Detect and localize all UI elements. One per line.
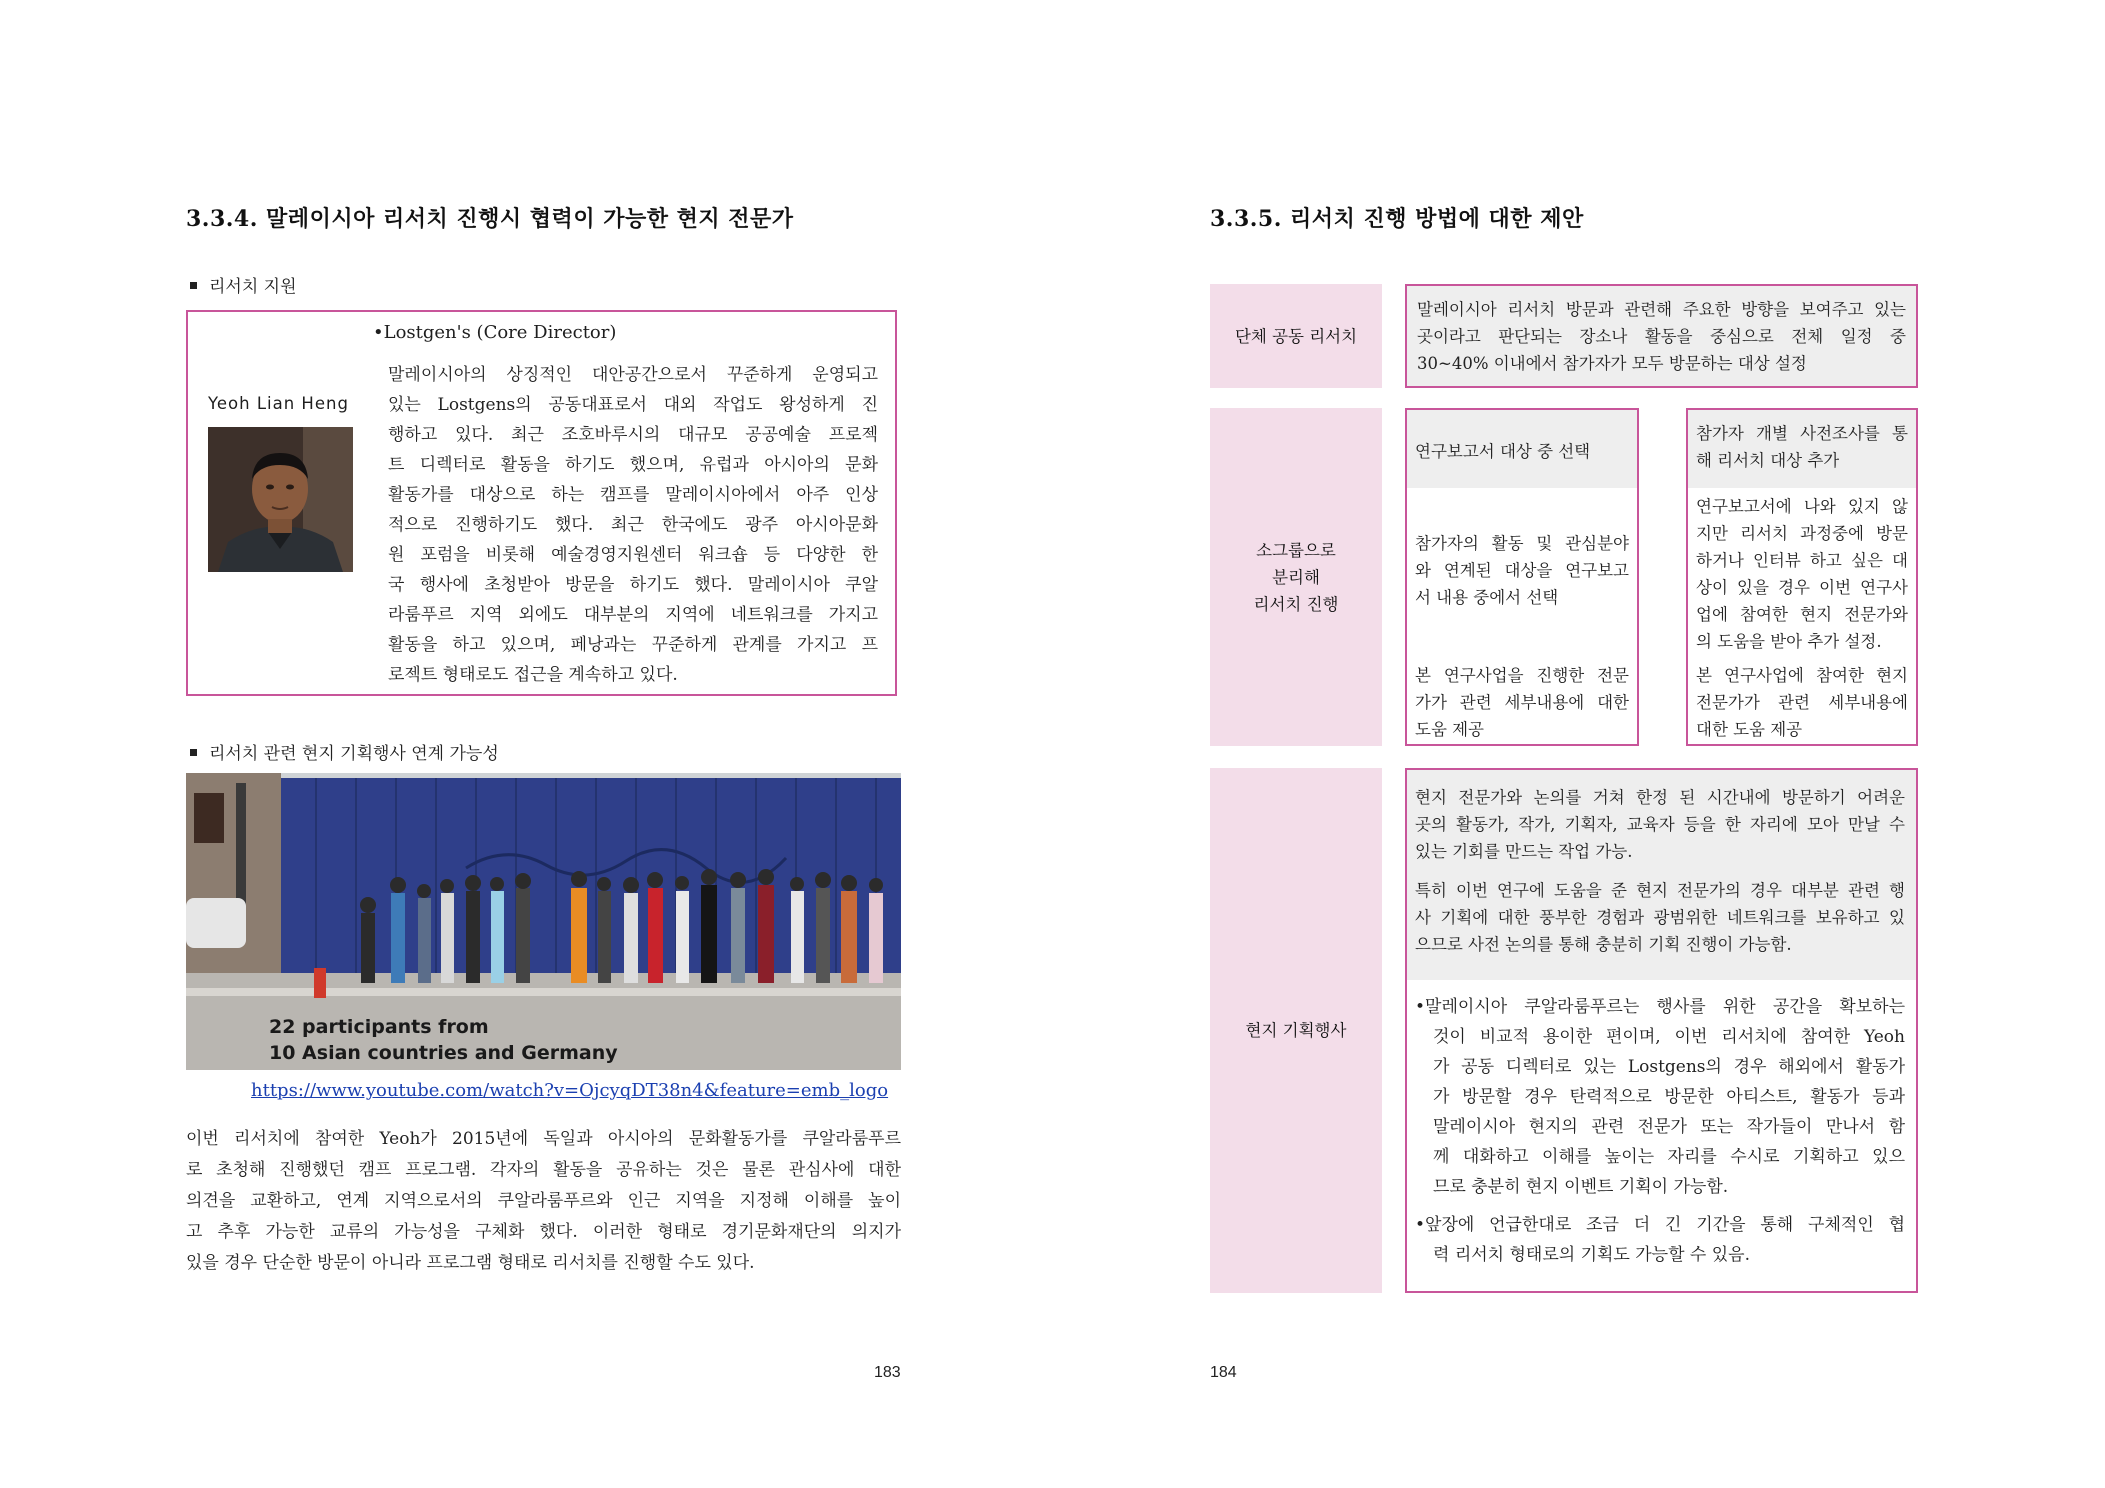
bio-line: 활동을 하고 있으며, 페낭과는 꾸준하게 관계를 가지고 프 [388,635,878,655]
expert-role: •Lostgen's (Core Director) [373,322,617,343]
report-selection-header: 연구보고서 대상 중 선택 [1407,410,1637,488]
paragraph-line: 이번 리서치에 참여한 Yeoh가 2015년에 독일과 아시아의 문화활동가를 쿠알라룸푸르 [186,1129,901,1149]
pre-research-detail [1696,493,1908,655]
pre-research-support [1696,662,1908,743]
bio-line: 원 포럼을 비롯해 예술경영지원센터 워크숍 등 다양한 한 [388,545,878,565]
pre-research-header [1688,410,1916,488]
expert-portrait-photo [208,427,353,572]
bio-line: 말레이시아의 상징적인 대안공간으로서 꾸준하게 운영되고 [388,365,878,385]
bullet-line: •앞장에 언급한대로 조금 더 긴 기간을 통해 구체적인 협 [1415,1215,1905,1235]
detail-line: 참가자의 활동 및 관심분야 [1415,534,1629,553]
bullet-line: 가 공동 디렉터로 있는 Lostgens의 경우 해외에서 활동가 [1433,1057,1905,1077]
header-line: 해 리서치 대상 추가 [1696,451,1840,470]
report-selection-support [1415,662,1629,743]
youtube-video-link[interactable]: https://www.youtube.com/watch?v=OjcyqDT38n4&feature=emb_logo [251,1080,889,1101]
label-line: 분리해 [1272,567,1320,587]
desc-line: 말레이시아 리서치 방문과 관련해 주요한 방향을 보여주고 있는 [1417,300,1906,319]
bullet-research-support [190,272,297,297]
camp-program-paragraph [186,1124,901,1279]
paragraph-line: 로 초청해 진행했던 캠프 프로그램. 각자의 활동을 공유하는 것은 물론 관심사에 대한 [186,1160,901,1180]
photo-caption-line2: 10 Asian countries and Germany [269,1042,618,1064]
bullet-line: 말레이시아 현지의 관련 전문가 또는 작가들이 만나서 함 [1433,1117,1905,1137]
desc-line: 곳이라고 판단되는 장소나 활동을 중심으로 전체 일정 중 [1417,327,1906,346]
left-page-number: 183 [874,1364,901,1381]
bio-line: 행하고 있다. 최근 조호바루시의 대규모 공공예술 프로젝 [388,425,878,445]
note-line: 사 기획에 대한 풍부한 경험과 광범위한 네트워크를 보유하고 있 [1415,908,1905,927]
local-event-intro [1415,784,1905,865]
detail-line: 상이 있을 경우 이번 연구사 [1696,578,1908,597]
row-label-group-research: 단체 공동 리서치 [1210,284,1382,388]
bullet-line: 가 방문할 경우 탄력적으로 방문한 아티스트, 활동가 등과 [1433,1087,1905,1107]
group-research-description [1405,284,1918,388]
support-line: 본 연구사업에 참여한 현지 [1696,666,1908,685]
bio-line: 활동가를 대상으로 하는 캠프를 말레이시아에서 아주 인상 [388,485,878,505]
bullet-line: 께 대화하고 이해를 높이는 자리를 수시로 기획하고 있으 [1433,1147,1905,1167]
detail-line: 의 도움을 받아 추가 설정. [1696,632,1882,651]
paragraph-line: 있을 경우 단순한 방문이 아니라 프로그램 형태로 리서치를 진행할 수도 있다. [186,1253,755,1273]
left-section-heading: 3.3.4. 말레이시아 리서치 진행시 협력이 가능한 현지 전문가 [186,206,794,232]
detail-line: 지만 리서치 과정중에 방문 [1696,524,1908,543]
kuala-lumpur-bullet [1415,992,1905,1202]
support-line: 본 연구사업을 진행한 전문 [1415,666,1629,685]
label-line: 소그룹으로 [1256,540,1336,560]
support-line: 가가 관련 세부내용에 대한 [1415,693,1629,712]
intro-line: 현지 전문가와 논의를 거쳐 한정 된 시간내에 방문하기 어려운 [1415,788,1905,807]
expert-profile-box [186,310,897,696]
intro-line: 곳의 활동가, 작가, 기획자, 교육자 등을 한 자리에 모아 만날 수 [1415,815,1905,834]
desc-line: 30~40% 이내에서 참가자가 모두 방문하는 대상 설정 [1417,354,1807,373]
bio-line: 적으로 진행하기도 했다. 최근 한국에도 광주 아시아문화 [388,515,878,535]
detail-line: 연구보고서에 나와 있지 않 [1696,497,1908,516]
bullet-research-support-text: 리서치 지원 [209,277,297,297]
detail-line: 하거나 인터뷰 하고 싶은 대 [1696,551,1908,570]
report-selection-column [1405,408,1639,746]
expert-bio [388,360,878,690]
row-label-local-event: 현지 기획행사 [1210,768,1382,1293]
bullet-line: 므로 충분히 현지 이벤트 기획이 가능함. [1433,1177,1729,1197]
support-line: 도움 제공 [1415,720,1485,739]
pre-research-column [1686,408,1918,746]
bullet-line: •말레이시아 쿠알라룸푸르는 행사를 위한 공간을 확보하는 [1415,997,1905,1017]
right-page-number: 184 [1210,1364,1237,1381]
support-line: 대한 도움 제공 [1696,720,1803,739]
detail-line: 와 연계된 대상을 연구보고 [1415,561,1629,580]
right-section-heading: 3.3.5. 리서치 진행 방법에 대한 제안 [1210,206,1584,232]
note-line: 으므로 사전 논의를 통해 충분히 기획 진행이 가능함. [1415,935,1792,954]
row-label-subgroup-research [1210,408,1382,746]
bullet-local-events-text: 리서치 관련 현지 기획행사 연계 가능성 [209,744,499,764]
camp-group-photo [186,773,901,1070]
bio-line: 트 디렉터로 활동을 하기도 했으며, 유럽과 아시아의 문화 [388,455,878,475]
square-bullet-icon [190,749,197,756]
square-bullet-icon [190,282,197,289]
photo-caption-line1: 22 participants from [269,1016,489,1038]
report-selection-detail [1415,530,1629,611]
note-line: 특히 이번 연구에 도움을 준 현지 전문가의 경우 대부분 관련 행 [1415,881,1905,900]
detail-line: 서 내용 중에서 선택 [1415,588,1559,607]
bullet-local-events [190,739,499,764]
long-term-bullet [1415,1210,1905,1270]
header-line: 참가자 개별 사전조사를 통 [1696,424,1908,443]
bio-line: 라룸푸르 지역 외에도 대부분의 지역에 네트워크를 가지고 [388,605,878,625]
bio-line: 있는 Lostgens의 공동대표로서 대외 작업도 왕성하게 진 [388,395,878,415]
paragraph-line: 고 추후 가능한 교류의 가능성을 구체화 했다. 이러한 형태로 경기문화재단의 의지가 [186,1222,901,1242]
local-event-expert-note [1415,877,1905,958]
bullet-line: 력 리서치 형태로의 기획도 가능할 수 있음. [1433,1245,1751,1265]
label-line: 리서치 진행 [1253,594,1339,614]
detail-line: 업에 참여한 현지 전문가와 [1696,605,1908,624]
paragraph-line: 의견을 교환하고, 연계 지역으로서의 쿠알라룸푸르와 인근 지역을 지정해 이해를 높이 [186,1191,901,1211]
bullet-line: 것이 비교적 용이한 편이며, 이번 리서치에 참여한 Yeoh [1433,1027,1905,1047]
intro-line: 있는 기회를 만드는 작업 가능. [1415,842,1633,861]
support-line: 전문가가 관련 세부내용에 [1696,693,1908,712]
bio-line: 국 행사에 초청받아 방문을 하기도 했다. 말레이시아 쿠알 [388,575,878,595]
bio-line: 로젝트 형태로도 접근을 계속하고 있다. [388,665,678,685]
local-event-description [1405,768,1918,1293]
expert-name: Yeoh Lian Heng [208,394,349,413]
portrait-illustration [208,427,353,572]
